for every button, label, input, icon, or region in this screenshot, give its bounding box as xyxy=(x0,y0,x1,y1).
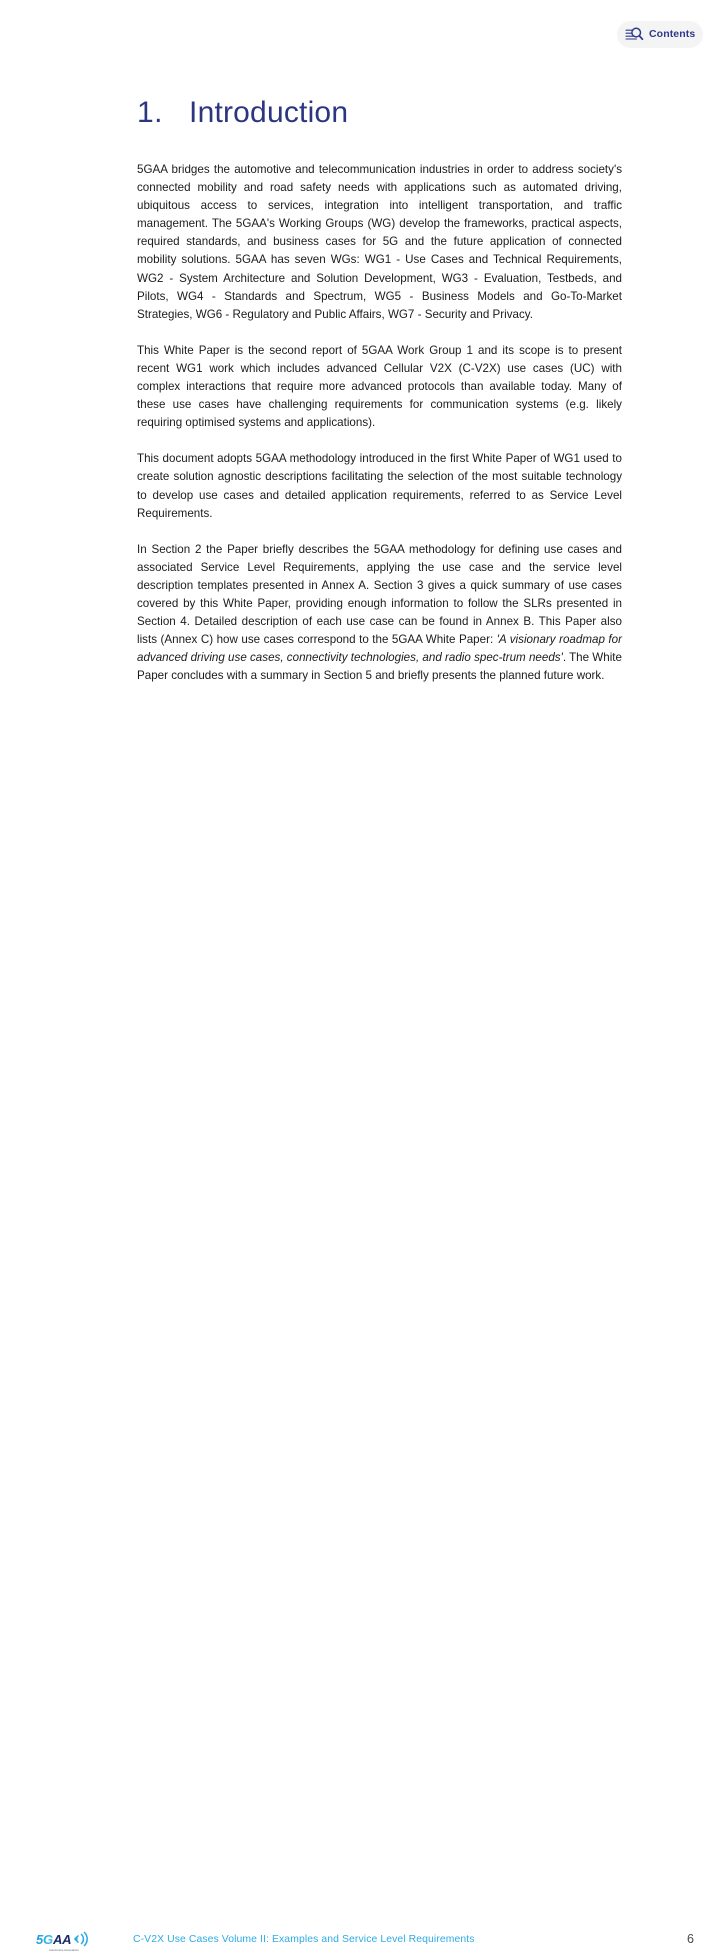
paragraph-text-lead: In Section 2 the Paper briefly describes the 5GAA methodology for defining use cases and associated Service Level Requirements, applying the use case and the service level description templates presented in Annex A. Section 3 gives a quick summary of use cases covered by this White Paper, providing enough information to follow the SLRs presented in Section 4. Detailed description of each use case can be found in Annex B. This Paper also lists (Annex C) how use cases correspond to the 5GAA White Paper: xyxy=(137,542,622,647)
page-title xyxy=(137,96,348,130)
page-number: 6 xyxy=(687,1932,694,1946)
svg-text:AA: AA xyxy=(53,1932,72,1947)
section-title: Introduction xyxy=(189,96,349,129)
svg-text:Automotive Association: Automotive Association xyxy=(49,1949,79,1952)
paragraph: This document adopts 5GAA methodology introduced in the first White Paper of WG1 used to create solution agnostic descriptions facilitating the selection of the most suitable technology to develop use cases and detailed application requirements, referred to as Service Level Requirements. xyxy=(137,452,622,520)
svg-text:5G: 5G xyxy=(36,1932,53,1947)
page-footer xyxy=(0,954,724,1952)
paragraph-with-citation xyxy=(137,541,622,686)
body-content xyxy=(137,161,622,685)
contents-button[interactable] xyxy=(617,21,703,48)
5gaa-logo xyxy=(36,1931,108,1955)
contents-button-label: Contents xyxy=(649,28,696,41)
document-search-icon xyxy=(625,26,644,43)
paragraph: 5GAA bridges the automotive and telecommunication industries in order to address society's connected mobility and road safety needs with applications such as automated driving, ubiquitous access to services, integration into intelligent transportation, and traffic management. The 5GAA's Working Groups (WG) develop the frameworks, practical aspects, required standards, and business cases for 5G and the future application of connected mobility solutions. 5GAA has seven WGs: WG1 - Use Cases and Technical Requirements, WG2 - System Architecture and Solution Development, WG3 - Evaluation, Testbeds, and Pilots, WG4 - Standards and Spectrum, WG5 - Business Models and Go-To-Market Strategies, WG6 - Regulatory and Public Affairs, WG7 - Security and Privacy. xyxy=(137,163,622,321)
paragraph: This White Paper is the second report of 5GAA Work Group 1 and its scope is to present recent WG1 work which includes advanced Cellular V2X (C-V2X) use cases (UC) with complex interactions that require more advanced protocols than available today. Many of these use cases have challenging requirements for communication systems (e.g. likely requiring optimised systems and applications). xyxy=(137,343,622,430)
paragraph-text-tail: . The White Paper concludes with a summary in Section 5 and briefly presents the planned future work. xyxy=(137,651,622,683)
footer-document-title: C-V2X Use Cases Volume II: Examples and Service Level Requirements xyxy=(133,1934,475,1945)
section-number: 1. xyxy=(137,96,164,129)
cited-white-paper-title: 'A visionary roadmap for advanced driving use cases, connectivity technologies, and radio spec-trum needs' xyxy=(137,633,622,665)
